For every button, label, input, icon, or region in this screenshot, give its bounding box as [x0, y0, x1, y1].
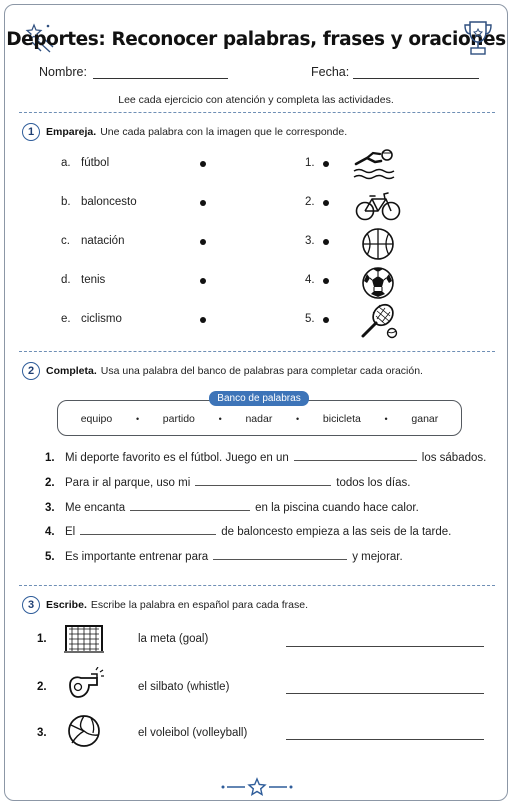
fill-sentence-5: 5. Es importante entrenar para y mejorar. — [45, 551, 403, 563]
bank-word: bicicleta — [322, 413, 361, 425]
write-number-3: 3. — [37, 727, 47, 739]
trophy-icon — [461, 19, 495, 57]
write-line-2[interactable] — [286, 693, 484, 694]
match-word-a: a. fútbol — [61, 157, 110, 169]
fill-blank-2[interactable] — [195, 476, 331, 486]
write-phrase-1: la meta (goal) — [138, 633, 209, 645]
write-line-3[interactable] — [286, 739, 484, 740]
match-word-d: d. tenis — [61, 274, 106, 286]
date-field[interactable] — [353, 78, 479, 79]
soccer-ball-icon — [355, 264, 401, 302]
match-word-e: e. ciclismo — [61, 313, 122, 325]
match-dot-right-4[interactable] — [323, 278, 329, 284]
fill-sentence-1: 1. Mi deporte favorito es el fútbol. Juego en un los sábados. — [45, 452, 487, 464]
word-bank-words — [57, 413, 462, 425]
bank-word: ganar — [411, 413, 439, 425]
whistle-icon — [63, 667, 105, 703]
match-number-4: 4. — [305, 274, 315, 286]
section2-header — [22, 362, 423, 380]
worksheet-page — [4, 4, 508, 801]
fill-blank-1[interactable] — [294, 451, 417, 461]
write-line-1[interactable] — [286, 646, 484, 647]
fill-sentence-3: 3. Me encanta en la piscina cuando hace calor. — [45, 502, 419, 514]
basketball-icon — [355, 225, 401, 263]
section-divider — [19, 351, 495, 352]
section3-number: 3 — [22, 596, 40, 614]
footer-star-ornament — [219, 777, 295, 797]
section3-instruction: Escribe la palabra en español para cada frase. — [90, 599, 308, 611]
match-dot-left-c[interactable] — [200, 239, 206, 245]
section1-header — [22, 123, 347, 141]
name-label: Nombre: — [39, 65, 87, 79]
match-number-3: 3. — [305, 235, 315, 247]
bullet-separator: • — [135, 414, 140, 424]
match-dot-right-3[interactable] — [323, 239, 329, 245]
swimmer-icon — [351, 147, 397, 185]
section2-number: 2 — [22, 362, 40, 380]
bullet-separator: • — [296, 414, 300, 424]
page-title: Deportes: Reconocer palabras, frases y oraciones — [6, 29, 506, 50]
general-instructions: Lee cada ejercicio con atención y completa las actividades. — [118, 94, 394, 106]
match-number-2: 2. — [305, 196, 315, 208]
match-number-5: 5. — [305, 313, 315, 325]
soccer-goal-icon — [63, 621, 105, 655]
match-dot-right-1[interactable] — [323, 161, 329, 167]
bank-word: equipo — [80, 413, 113, 425]
match-word-b: b. baloncesto — [61, 196, 137, 208]
match-dot-left-d[interactable] — [200, 278, 206, 284]
fill-blank-5[interactable] — [213, 550, 347, 560]
match-dot-left-b[interactable] — [200, 200, 206, 206]
match-number-1: 1. — [305, 157, 315, 169]
bank-word: nadar — [245, 413, 273, 425]
date-label: Fecha: — [311, 65, 350, 79]
match-word-c: c. natación — [61, 235, 125, 247]
fill-sentence-4: 4. El de baloncesto empieza a las seis de la tarde. — [45, 526, 452, 538]
match-dot-right-2[interactable] — [323, 200, 329, 206]
word-bank-title: Banco de palabras — [209, 391, 309, 406]
section1-heading: Empareja. — [46, 126, 97, 138]
write-phrase-2: el silbato (whistle) — [138, 681, 230, 693]
bullet-separator: • — [384, 414, 388, 424]
section2-instruction: Usa una palabra del banco de palabras para completar cada oración. — [100, 365, 423, 377]
write-number-1: 1. — [37, 633, 47, 645]
bullet-separator: • — [218, 414, 222, 424]
tennis-racket-icon — [355, 302, 401, 340]
section3-heading: Escribe. — [46, 599, 87, 611]
bank-word: partido — [162, 413, 195, 425]
fill-sentence-2: 2. Para ir al parque, uso mi todos los días. — [45, 477, 411, 489]
section1-instruction: Une cada palabra con la imagen que le corresponde. — [100, 126, 348, 138]
match-dot-left-e[interactable] — [200, 317, 206, 323]
write-phrase-3: el voleibol (volleyball) — [138, 727, 248, 739]
volleyball-icon — [63, 713, 105, 749]
fill-blank-3[interactable] — [130, 501, 250, 511]
bicycle-icon — [355, 187, 401, 225]
section-divider — [19, 585, 495, 586]
section-divider — [19, 112, 495, 113]
section2-heading: Completa. — [46, 365, 97, 377]
match-dot-left-a[interactable] — [200, 161, 206, 167]
section3-header — [22, 596, 308, 614]
fill-blank-4[interactable] — [80, 525, 216, 535]
section1-number: 1 — [22, 123, 40, 141]
write-number-2: 2. — [37, 681, 47, 693]
name-field[interactable] — [93, 78, 228, 79]
match-dot-right-5[interactable] — [323, 317, 329, 323]
